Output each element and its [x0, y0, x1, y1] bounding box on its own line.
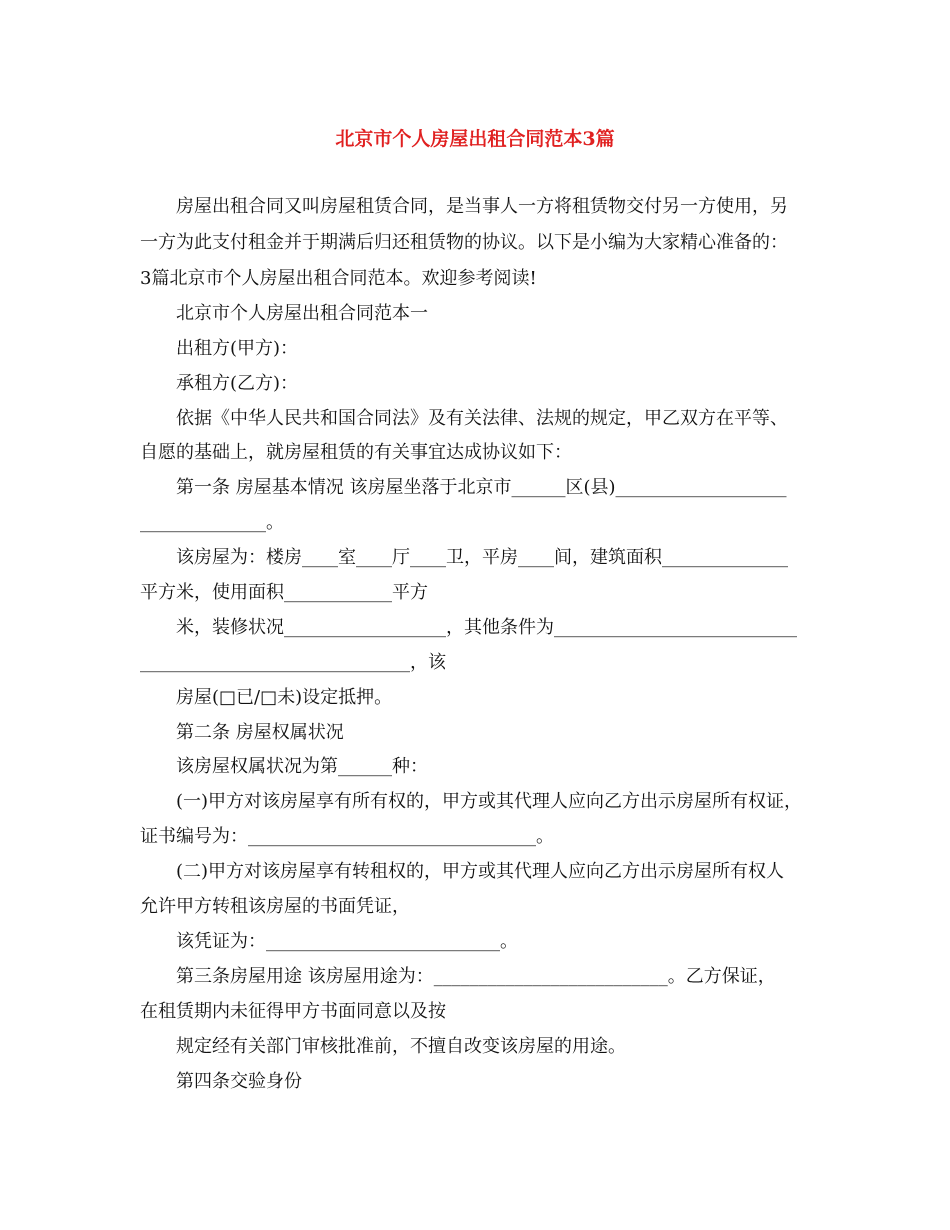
article-line: 该房屋为：楼房____室____厅____卫，平房____间，建筑面积______________ — [176, 547, 788, 568]
article-heading: 第四条交验身份 — [176, 1071, 302, 1092]
article-line: 在租赁期内未征得甲方书面同意以及按 — [140, 1001, 446, 1022]
document-title: 北京市个人房屋出租合同范本3篇 — [335, 128, 615, 150]
article-line: 米，装修状况__________________，其他条件为___________________________ — [176, 617, 797, 638]
article-heading: 第二条 房屋权属状况 — [176, 722, 344, 743]
article-line: 该凭证为：__________________________。 — [176, 931, 518, 952]
paragraph-line: 3篇北京市个人房屋出租合同范本。欢迎参考阅读! — [140, 268, 537, 289]
article-line: 第一条 房屋基本情况 该房屋坐落于北京市______区(县)___________________ — [176, 477, 787, 498]
paragraph-line: 依据《中华人民共和国合同法》及有关法律、法规的规定，甲乙双方在平等、 — [176, 408, 788, 429]
article-line: 允许甲方转租该房屋的书面凭证， — [140, 896, 410, 917]
paragraph-line: 房屋出租合同又叫房屋租赁合同，是当事人一方将租赁物交付另一方使用，另 — [176, 196, 788, 217]
article-line: ______________________________，该 — [140, 652, 446, 673]
article-line: 房屋(□已/□未)设定抵押。 — [176, 687, 393, 708]
paragraph-line: 一方为此支付租金并于期满后归还租赁物的协议。以下是小编为大家精心准备的： — [140, 232, 788, 253]
article-line: 该房屋权属状况为第______种： — [176, 756, 428, 777]
article-line: (二)甲方对该房屋享有转租权的，甲方或其代理人应向乙方出示房屋所有权人 — [176, 861, 785, 882]
article-line: 第三条房屋用途 该房屋用途为：__________________________。乙方保证， — [176, 966, 776, 987]
article-line: ______________。 — [140, 512, 284, 533]
article-line: 证书编号为：________________________________。 — [140, 826, 554, 847]
lessee-label: 承租方(乙方)： — [176, 373, 299, 394]
article-line: (一)甲方对该房屋享有所有权的，甲方或其代理人应向乙方出示房屋所有权证， — [176, 791, 803, 812]
lessor-label: 出租方(甲方)： — [176, 338, 299, 359]
article-line: 平方米，使用面积____________平方 — [140, 582, 428, 603]
paragraph-line: 自愿的基础上，就房屋租赁的有关事宜达成协议如下： — [140, 442, 572, 463]
article-line: 规定经有关部门审核批准前，不擅自改变该房屋的用途。 — [176, 1036, 626, 1057]
section-heading: 北京市个人房屋出租合同范本一 — [176, 303, 428, 324]
